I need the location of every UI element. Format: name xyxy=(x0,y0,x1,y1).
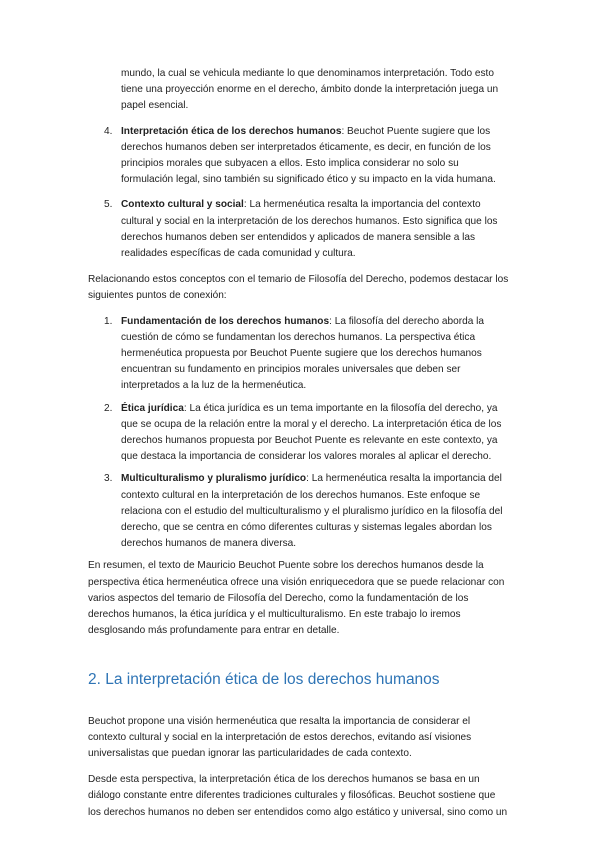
list-item-term: Ética jurídica xyxy=(121,402,184,414)
list-item xyxy=(88,124,511,189)
list-item xyxy=(88,401,511,466)
list-item-term: Multiculturalismo y pluralismo jurídico xyxy=(121,473,307,485)
list-item xyxy=(88,471,511,552)
intro-continuation: mundo, la cual se vehicula mediante lo que denominamos interpretación. Todo esto tiene una proyección enorme en el derecho, ámbito donde la interpretación juega un papel esencial. xyxy=(121,68,499,112)
numbered-list-connections xyxy=(88,314,511,553)
list-number: 4. xyxy=(104,125,113,137)
list-item-text: : La hermenéutica resalta la importancia del contexto cultural y social en la interpretación de los derechos humanos. Esto significa que los derechos humanos deben ser entendidos y aplicados de manera sensible a las realidades específicas de cada comunidad y cultura. xyxy=(121,199,498,260)
summary-paragraph: En resumen, el texto de Mauricio Beuchot Puente sobre los derechos humanos desde la perspectiva ética hermenéutica ofrece una visión enriquecedora que se puede relacionar con varios aspectos del temario de Filosofía del Derecho, como la fundamentación de los derechos humanos, la ética jurídica y el multiculturalismo. En este trabajo lo iremos desglosando más profundamente para entrar en detalle. xyxy=(88,560,505,637)
list-number: 1. xyxy=(104,315,113,327)
list-item-text: : Beuchot Puente sugiere que los derechos humanos deben ser interpretados éticamente, es decir, en función de los principios morales que subyacen a ellos. Esto implica considerar no solo su formulación legal, sino también su significado ético y su impacto en la vida humana. xyxy=(121,125,496,186)
list-item-term: Interpretación ética de los derechos humanos xyxy=(121,125,342,137)
list-item-text: : La filosofía del derecho aborda la cuestión de cómo se fundamentan los derechos humanos. La perspectiva ética hermenéutica propuesta por Beuchot Puente sugiere que los derechos humanos encuentran su fundamento en principios morales universales que deben ser interpretados a la luz de la hermenéutica. xyxy=(121,315,484,392)
list-number: 2. xyxy=(104,402,113,414)
list-item xyxy=(88,197,511,262)
numbered-list-concepts xyxy=(88,124,511,263)
list-item-text: : La hermenéutica resalta la importancia del contexto cultural en la interpretación de los derechos humanos. Este enfoque se relaciona con el estudio del multiculturalismo y el pluralismo jurídico en la filosofía del derecho, que se centra en cómo diferentes culturas y sistemas legales abordan los derechos humanos de manera diversa. xyxy=(121,473,503,550)
section-paragraph: Beuchot propone una visión hermenéutica que resalta la importancia de considerar el contexto cultural y social en la interpretación de estos derechos, evitando así visiones universalistas que puedan ignorar las particularidades de cada contexto. xyxy=(88,715,472,759)
list-item-term: Contexto cultural y social xyxy=(121,199,244,211)
list-item-term: Fundamentación de los derechos humanos xyxy=(121,315,330,327)
list-item-text: : La ética jurídica es un tema importante en la filosofía del derecho, ya que se ocupa de la relación entre la moral y el derecho. La interpretación ética de los derechos humanos propuesta por Beuchot Puente es relevante en este contexto, ya que destaca la importancia de considerar los valores morales al aplicar el derecho. xyxy=(121,402,502,463)
section-heading: 2. La interpretación ética de los derechos humanos xyxy=(88,670,440,688)
list-number: 3. xyxy=(104,473,113,485)
section-paragraph: Desde esta perspectiva, la interpretación ética de los derechos humanos se basa en un diálogo constante entre diferentes tradiciones culturales y filosóficas. Beuchot sostiene que los derechos humanos no deben ser entendidos como algo estático y universal, sino como un xyxy=(88,774,508,818)
list-item xyxy=(88,314,511,395)
list-number: 5. xyxy=(104,199,113,211)
connection-intro: Relacionando estos conceptos con el temario de Filosofía del Derecho, podemos destacar los siguientes puntos de conexión: xyxy=(88,274,509,302)
